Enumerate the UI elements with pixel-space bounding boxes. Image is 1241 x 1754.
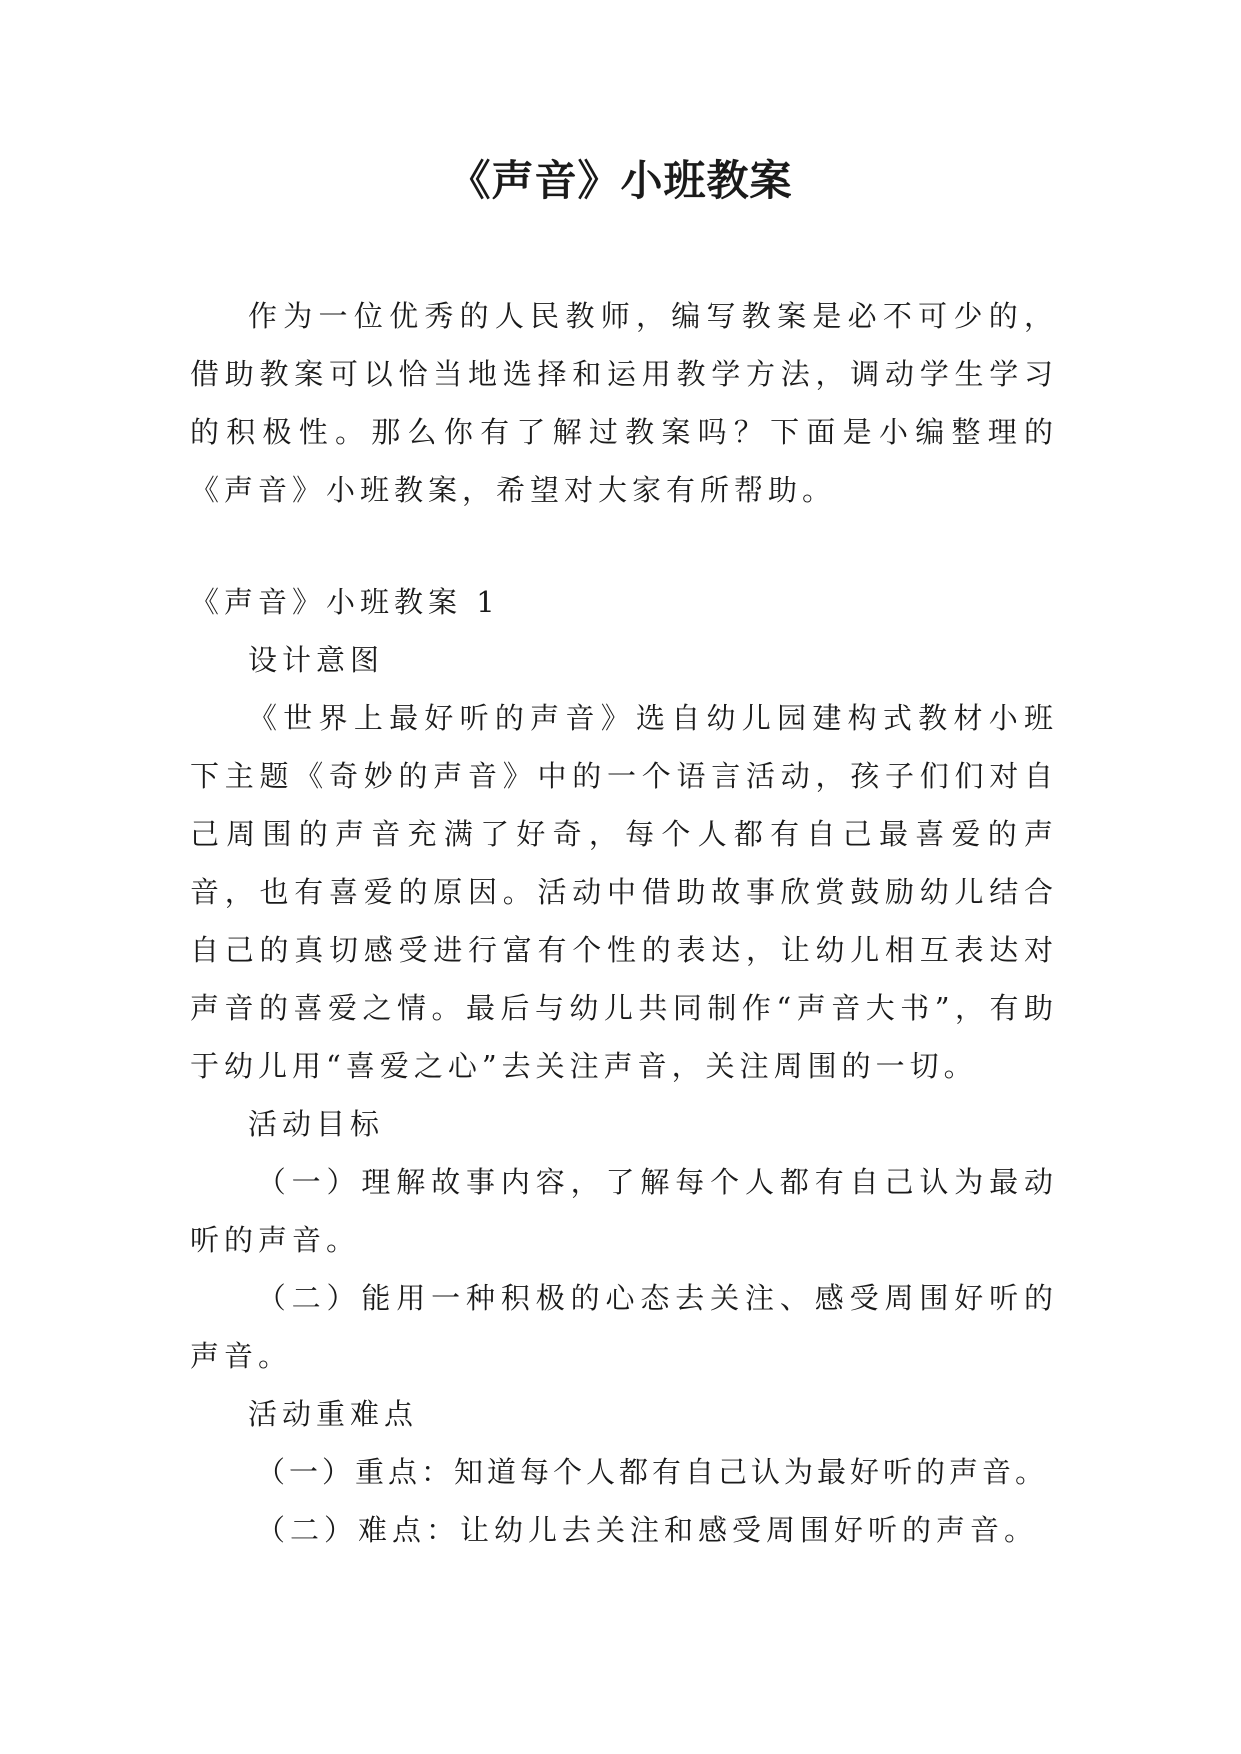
page-title: 《声音》小班教案 [448, 156, 793, 205]
lesson-section [190, 573, 1058, 1559]
goal-item-2: （二）能用一种积极的心态去关注、感受周围好听的声音。 [190, 1281, 1058, 1373]
section-title: 《声音》小班教案 1 [190, 585, 500, 619]
keypoint-item-2: （二）难点：让幼儿去关注和感受周围好听的声音。 [256, 1513, 1039, 1547]
intro-paragraph: 作为一位优秀的人民教师，编写教案是必不可少的，借助教案可以恰当地选择和运用教学方法，调动学生学习的积极性。那么你有了解过教案吗？下面是小编整理的《声音》小班教案，希望对大家有所帮助。 [190, 299, 1058, 507]
design-heading: 设计意图 [248, 643, 385, 677]
keypoints-heading: 活动重难点 [248, 1397, 419, 1431]
keypoint-item-1: （一）重点：知道每个人都有自己认为最好听的声音。 [256, 1455, 1049, 1489]
design-paragraph: 《世界上最好听的声音》选自幼儿园建构式教材小班下主题《奇妙的声音》中的一个语言活动，孩子们们对自己周围的声音充满了好奇，每个人都有自己最喜爱的声音，也有喜爱的原因。活动中借助故事欣赏鼓励幼儿结合自己的真切感受进行富有个性的表达，让幼儿相互表达对声音的喜爱之情。最后与幼儿共同制作“声音大书”，有助于幼儿用“喜爱之心”去关注声音，关注周围的一切。 [190, 701, 1058, 1083]
intro-block [190, 287, 1058, 519]
goals-heading: 活动目标 [248, 1107, 385, 1141]
goal-item-1: （一）理解故事内容，了解每个人都有自己认为最动听的声音。 [190, 1165, 1058, 1257]
